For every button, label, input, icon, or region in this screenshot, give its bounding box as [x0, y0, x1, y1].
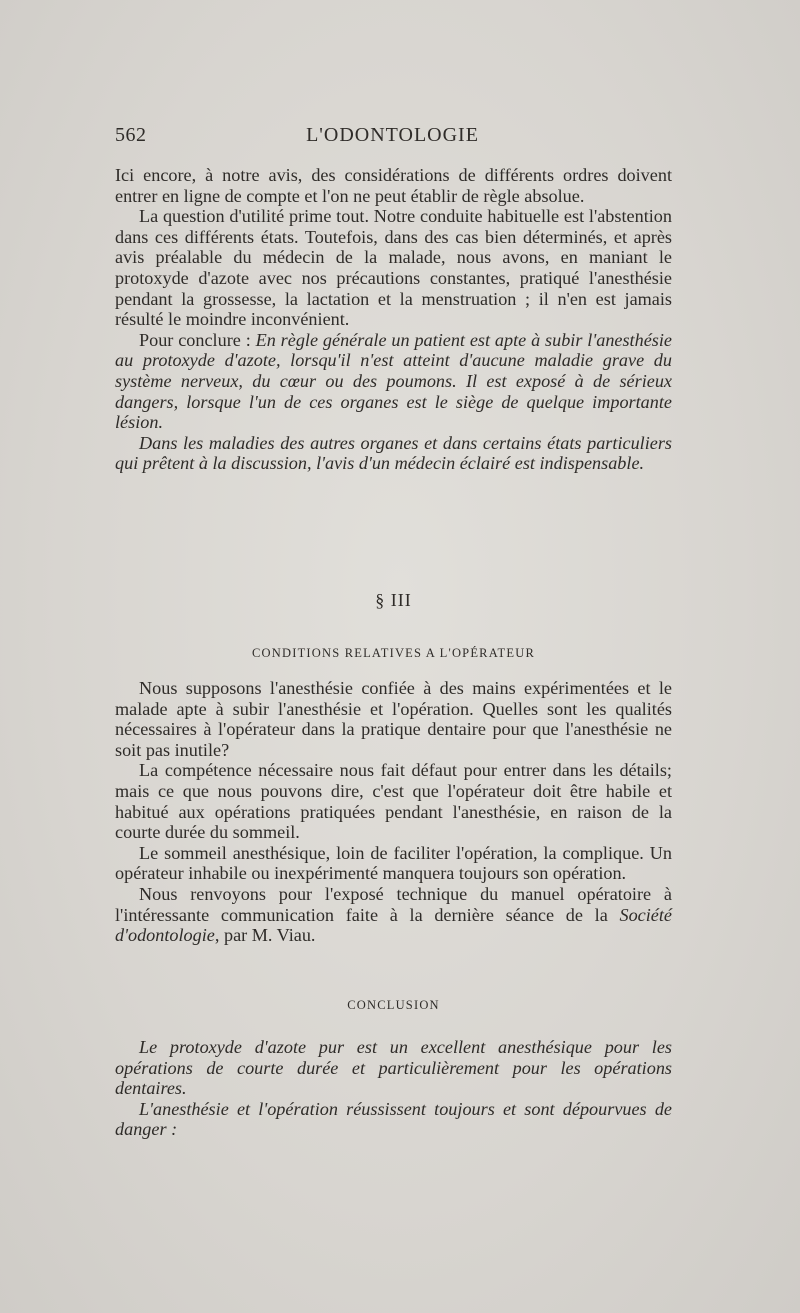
section-heading: CONDITIONS RELATIVES A L'OPÉRATEUR — [252, 646, 535, 660]
conclusion-paragraph: L'anesthésie et l'opération réussissent toujours et sont dépourvues de danger : — [115, 1098, 672, 1140]
text-block-3 — [115, 1037, 672, 1140]
italic-paragraph: Dans les maladies des autres organes et dans certains états particuliers qui prêtent à la discussion, l'avis d'un médecin éclairé est indispensable. — [115, 432, 672, 474]
conclude-lead: Pour conclure : — [139, 329, 256, 350]
reference-paragraph — [115, 884, 672, 946]
reference-tail: , par M. Viau. — [214, 925, 316, 946]
paragraph: La compétence nécessaire nous fait défaut pour entrer dans les détails; mais ce que nous pouvons dire, c'est que l'opérateur doit être habile et habitué aux opérations pratiquées pendant l'anesthésie, en raison de la courte durée du sommeil. — [115, 760, 672, 843]
paragraph: Ici encore, à notre avis, des considérations de différents ordres doivent entrer en ligne de compte et l'on ne peut établir de règle absolue. — [115, 165, 672, 206]
conclusion-paragraph: Le protoxyde d'azote pur est un excellent anesthésique pour les opérations de courte durée et particulièrement pour les opérations dentaires. — [115, 1037, 672, 1099]
paragraph: Nous supposons l'anesthésie confiée à des mains expérimentées et le malade apte à subir l'anesthésie et l'opération. Quelles sont les qualités nécessaires à l'opérateur dans la pratique dentaire pour que l'anesthésie ne soit pas inutile? — [115, 678, 672, 760]
text-block-1 — [115, 165, 672, 474]
conclusion-heading: CONCLUSION — [347, 998, 440, 1012]
conclude-italic: En règle générale un patient est apte à subir l'anesthésie au protoxyde d'azote, lorsqu'il n'est atteint d'aucune maladie grave du système nerveux, du cœur ou des poumons. Il est exposé à de sérieux dangers, lorsque l'un de ces organes est le siège de quelque importante lésion. — [115, 329, 672, 433]
paragraph: La question d'utilité prime tout. Notre conduite habituelle est l'abstention dans ces différents états. Toutefois, dans des cas bien déterminés, et après avis préalable du médecin de la malade, nous avons, en maniant le protoxyde d'azote avec nos précautions constantes, pratiqué l'anesthésie pendant la grossesse, la lactation et la menstruation ; il n'en est jamais résulté le moindre inconvénient. — [115, 206, 672, 330]
reference-lead: Nous renvoyons pour l'exposé technique du manuel opératoire à l'intéressante communication faite à la dernière séance de la — [115, 883, 672, 925]
page-header — [115, 124, 670, 154]
page-number: 562 — [115, 124, 147, 146]
text-block-2 — [115, 678, 672, 946]
running-title: L'ODONTOLOGIE — [306, 124, 479, 146]
section-mark: § III — [375, 590, 412, 610]
conclude-paragraph — [115, 330, 672, 433]
paragraph: Le sommeil anesthésique, loin de faciliter l'opération, la complique. Un opérateur inhabile ou inexpérimenté manquera toujours son opération. — [115, 842, 672, 884]
reference-italic: Société d'odontologie — [115, 904, 672, 946]
